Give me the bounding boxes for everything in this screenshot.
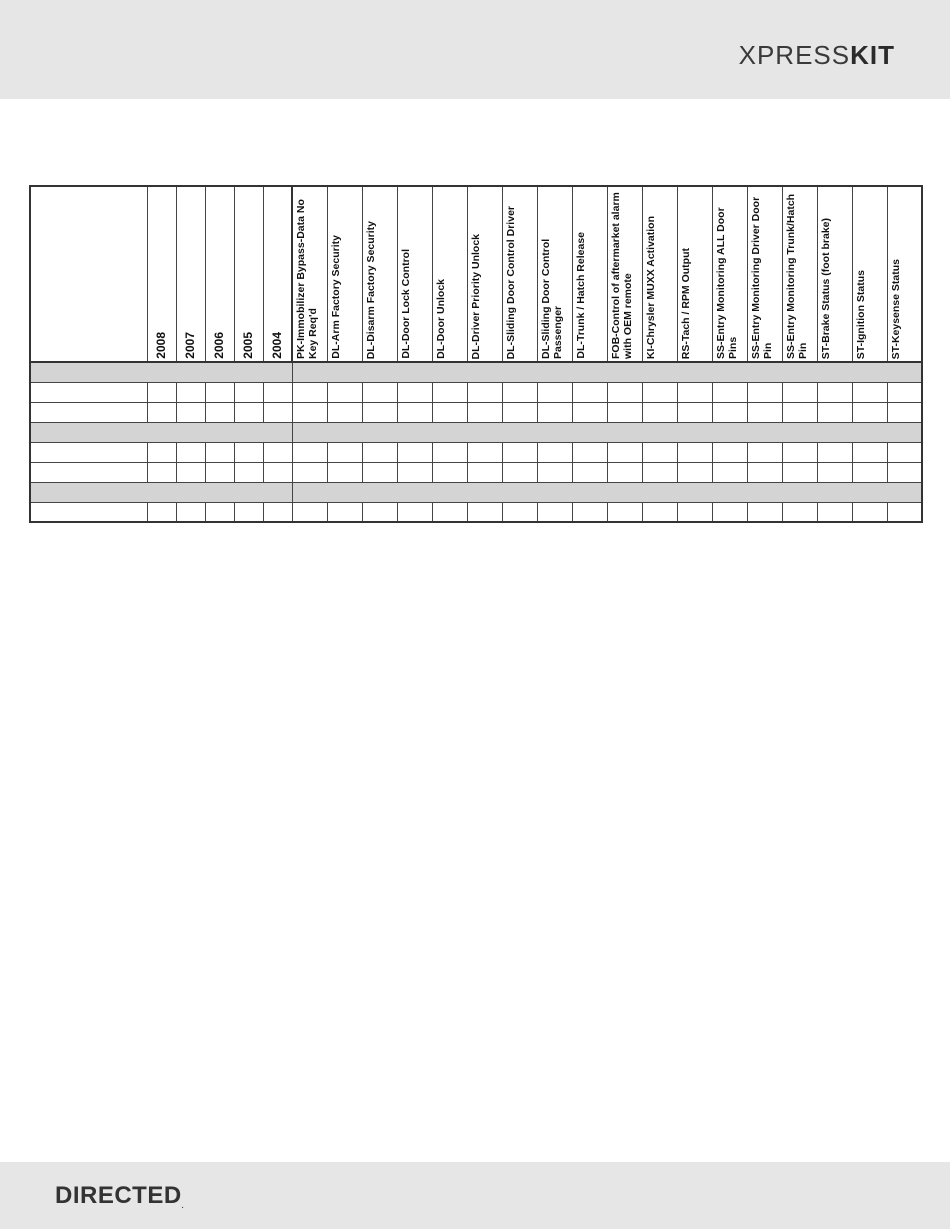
feature-cell <box>467 462 502 482</box>
feature-cell <box>362 442 397 462</box>
feature-cell <box>292 502 327 522</box>
vehicle-cell <box>30 462 147 482</box>
year-cell <box>176 462 205 482</box>
feature-cell <box>712 502 747 522</box>
feature-cell <box>572 382 607 402</box>
footer-logo-text: DIRECTED <box>55 1182 182 1209</box>
feature-cell <box>362 382 397 402</box>
feature-cell <box>677 402 712 422</box>
feature-cell <box>642 502 677 522</box>
year-header <box>263 186 292 362</box>
feature-cell <box>292 462 327 482</box>
vehicle-cell <box>30 442 147 462</box>
section-band-row <box>30 362 922 382</box>
feature-cell <box>362 462 397 482</box>
year-cell <box>176 442 205 462</box>
feature-header <box>397 186 432 362</box>
feature-cell <box>537 402 572 422</box>
year-cell <box>234 502 263 522</box>
xpresskit-logo <box>739 40 895 71</box>
header-blank-cell <box>30 186 147 362</box>
feature-cell <box>502 502 537 522</box>
feature-cell <box>397 502 432 522</box>
feature-cell <box>852 382 887 402</box>
page-header <box>0 0 950 99</box>
year-cell <box>205 402 234 422</box>
feature-cell <box>432 402 467 422</box>
feature-label: DL-Sliding Door Control Passenger <box>539 238 564 359</box>
year-label: 2005 <box>240 332 255 359</box>
feature-header <box>327 186 362 362</box>
band-cell-right <box>292 422 922 442</box>
feature-cell <box>782 382 817 402</box>
feature-label: SS-Entry Monitoring Trunk/Hatch Pin <box>784 193 809 359</box>
feature-cell <box>397 382 432 402</box>
feature-label: ST-Brake Status (foot brake) <box>819 217 832 359</box>
feature-cell <box>852 502 887 522</box>
year-label: 2004 <box>269 332 284 359</box>
feature-cell <box>397 442 432 462</box>
compatibility-table <box>29 185 923 523</box>
year-cell <box>147 402 176 422</box>
brand-bold: KIT <box>850 40 895 70</box>
feature-cell <box>607 382 642 402</box>
year-label: 2007 <box>182 332 197 359</box>
feature-header <box>292 186 327 362</box>
feature-cell <box>677 382 712 402</box>
feature-cell <box>362 502 397 522</box>
feature-cell <box>467 402 502 422</box>
year-cell <box>234 402 263 422</box>
vehicle-cell <box>30 502 147 522</box>
feature-header <box>782 186 817 362</box>
feature-label: DL-Sliding Door Control Driver <box>504 205 517 359</box>
year-header <box>147 186 176 362</box>
feature-cell <box>747 442 782 462</box>
section-band-row <box>30 422 922 442</box>
feature-cell <box>817 462 852 482</box>
band-cell-left <box>30 482 292 502</box>
year-cell <box>205 442 234 462</box>
feature-label: RS-Tach / RPM Output <box>679 247 692 359</box>
feature-header <box>467 186 502 362</box>
feature-cell <box>607 442 642 462</box>
year-cell <box>147 502 176 522</box>
feature-header <box>607 186 642 362</box>
vehicle-cell <box>30 382 147 402</box>
feature-cell <box>292 442 327 462</box>
feature-cell <box>537 462 572 482</box>
year-cell <box>263 402 292 422</box>
feature-cell <box>607 502 642 522</box>
feature-label: DL-Disarm Factory Security <box>364 220 377 359</box>
feature-header <box>502 186 537 362</box>
feature-label: DL-Door Lock Control <box>399 249 412 359</box>
feature-cell <box>677 442 712 462</box>
year-cell <box>205 462 234 482</box>
feature-cell <box>292 382 327 402</box>
page-footer <box>0 1162 950 1229</box>
feature-cell <box>467 442 502 462</box>
feature-cell <box>502 382 537 402</box>
feature-label: PK-Immobilizer Bypass-Data No Key Req'd <box>295 199 319 359</box>
year-cell <box>147 442 176 462</box>
feature-cell <box>747 382 782 402</box>
table-header-row <box>30 186 922 362</box>
year-cell <box>234 382 263 402</box>
feature-cell <box>852 402 887 422</box>
year-header <box>176 186 205 362</box>
feature-cell <box>782 502 817 522</box>
feature-cell <box>572 442 607 462</box>
feature-cell <box>887 402 922 422</box>
feature-header <box>887 186 922 362</box>
feature-cell <box>327 502 362 522</box>
table-row <box>30 502 922 522</box>
feature-cell <box>607 402 642 422</box>
band-cell-left <box>30 362 292 382</box>
table-body <box>30 362 922 522</box>
year-cell <box>263 462 292 482</box>
feature-cell <box>432 502 467 522</box>
year-cell <box>205 382 234 402</box>
feature-cell <box>642 442 677 462</box>
year-cell <box>234 442 263 462</box>
vehicle-cell <box>30 402 147 422</box>
table-row <box>30 402 922 422</box>
feature-header <box>712 186 747 362</box>
feature-cell <box>782 462 817 482</box>
band-cell-right <box>292 482 922 502</box>
feature-cell <box>817 442 852 462</box>
feature-cell <box>712 442 747 462</box>
feature-header <box>362 186 397 362</box>
feature-cell <box>852 442 887 462</box>
feature-cell <box>642 462 677 482</box>
year-cell <box>205 502 234 522</box>
footer-logo-reg: . <box>181 1203 185 1210</box>
year-cell <box>234 462 263 482</box>
feature-cell <box>327 462 362 482</box>
year-cell <box>147 462 176 482</box>
feature-cell <box>642 382 677 402</box>
feature-cell <box>887 502 922 522</box>
feature-cell <box>747 462 782 482</box>
feature-cell <box>607 462 642 482</box>
year-label: 2006 <box>211 332 226 359</box>
feature-cell <box>747 502 782 522</box>
feature-header <box>572 186 607 362</box>
feature-label: DL-Arm Factory Security <box>329 235 342 359</box>
feature-header <box>852 186 887 362</box>
feature-cell <box>537 442 572 462</box>
feature-header <box>642 186 677 362</box>
feature-cell <box>432 382 467 402</box>
feature-cell <box>852 462 887 482</box>
feature-cell <box>432 442 467 462</box>
feature-cell <box>327 442 362 462</box>
section-band-row <box>30 482 922 502</box>
feature-cell <box>467 382 502 402</box>
feature-cell <box>572 402 607 422</box>
feature-header <box>677 186 712 362</box>
feature-label: DL-Door Unlock <box>434 279 447 359</box>
year-cell <box>263 442 292 462</box>
feature-header <box>432 186 467 362</box>
feature-cell <box>817 382 852 402</box>
feature-cell <box>572 502 607 522</box>
directed-logo <box>55 1182 184 1210</box>
feature-cell <box>502 442 537 462</box>
feature-cell <box>537 502 572 522</box>
feature-header <box>817 186 852 362</box>
year-header <box>234 186 263 362</box>
feature-cell <box>397 402 432 422</box>
brand-light: XPRESS <box>738 40 851 70</box>
feature-label: SS-Entry Monitoring Driver Door Pin <box>749 196 774 359</box>
feature-label: DL-Trunk / Hatch Release <box>574 232 587 359</box>
table-row <box>30 442 922 462</box>
feature-cell <box>782 402 817 422</box>
feature-cell <box>817 402 852 422</box>
feature-cell <box>677 462 712 482</box>
year-cell <box>176 502 205 522</box>
feature-cell <box>362 402 397 422</box>
year-cell <box>263 382 292 402</box>
feature-cell <box>782 442 817 462</box>
feature-cell <box>712 402 747 422</box>
feature-header <box>537 186 572 362</box>
feature-cell <box>642 402 677 422</box>
table-row <box>30 462 922 482</box>
feature-label: ST-Keysense Status <box>889 258 902 359</box>
feature-header <box>747 186 782 362</box>
year-header <box>205 186 234 362</box>
feature-cell <box>327 402 362 422</box>
feature-label: ST-Ignition Status <box>854 269 867 359</box>
feature-cell <box>887 462 922 482</box>
feature-cell <box>747 402 782 422</box>
year-label: 2008 <box>153 332 168 359</box>
feature-cell <box>572 462 607 482</box>
band-cell-right <box>292 362 922 382</box>
feature-label: SS-Entry Monitoring ALL Door Pins <box>714 207 739 359</box>
feature-label: FOB-Control of aftermarket alarm with OEM remote <box>609 192 634 359</box>
feature-cell <box>712 382 747 402</box>
feature-cell <box>817 502 852 522</box>
feature-cell <box>467 502 502 522</box>
year-cell <box>263 502 292 522</box>
feature-label: KI-Chrysler MUXX Activation <box>644 215 657 359</box>
feature-label: DL-Driver Priority Unlock <box>469 233 482 359</box>
feature-cell <box>327 382 362 402</box>
feature-cell <box>887 442 922 462</box>
feature-cell <box>712 462 747 482</box>
feature-cell <box>397 462 432 482</box>
year-cell <box>147 382 176 402</box>
year-cell <box>176 382 205 402</box>
feature-cell <box>502 462 537 482</box>
table-row <box>30 382 922 402</box>
feature-cell <box>292 402 327 422</box>
band-cell-left <box>30 422 292 442</box>
feature-cell <box>432 462 467 482</box>
feature-cell <box>887 382 922 402</box>
feature-cell <box>502 402 537 422</box>
year-cell <box>176 402 205 422</box>
feature-cell <box>677 502 712 522</box>
feature-cell <box>537 382 572 402</box>
